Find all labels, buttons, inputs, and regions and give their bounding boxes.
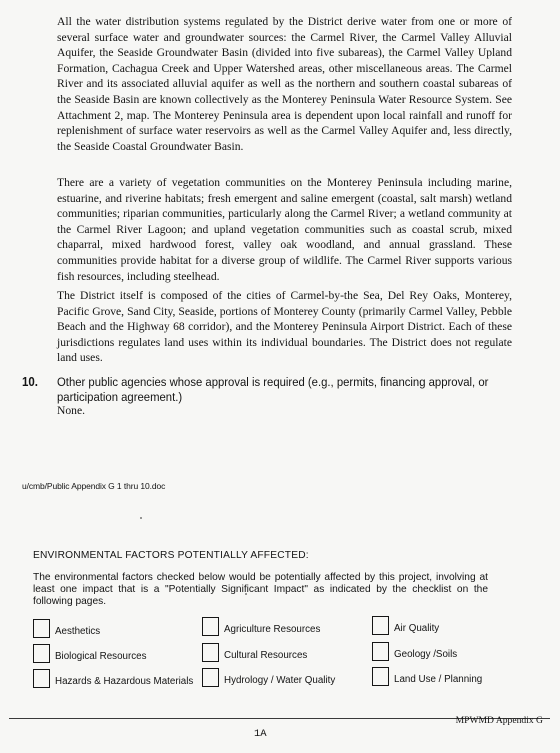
- factor-checkbox[interactable]: [202, 668, 219, 687]
- factor-label: Geology /Soils: [394, 649, 458, 660]
- factor-checkbox[interactable]: [33, 669, 50, 688]
- paragraph-district-composition: The District itself is composed of the cities of Carmel-by-the Sea, Del Rey Oaks, Monterey, Pacific Grove, Sand City, Seaside, portions of Monterey County (primarily Carmel Valley, Pebble Beach and the Highway 68 corridor), and the Monterey Peninsula Airport District. Each of these jurisdictions regulates land uses within its individual boundaries. The District does not regulate land uses.: [57, 289, 512, 365]
- factor-label: Aesthetics: [55, 626, 101, 637]
- factor-label: Land Use / Planning: [394, 674, 483, 685]
- item-answer: None.: [57, 404, 86, 417]
- factor-checkbox[interactable]: [202, 617, 219, 636]
- factor-label: Cultural Resources: [224, 650, 308, 661]
- scan-speck: [140, 517, 142, 519]
- factor-checkbox[interactable]: [372, 616, 389, 635]
- factor-checkbox[interactable]: [33, 619, 50, 638]
- page-number: 1A: [254, 728, 267, 740]
- footer-doc-title: MPWMD Appendix G: [455, 715, 543, 726]
- item-question: Other public agencies whose approval is required (e.g., permits, financing approval, or participation agreement.): [57, 375, 489, 404]
- env-factors-intro: The environmental factors checked below would be potentially affected by this project, involving at least one impact that is a "Potentially Significant Impact" as indicated by the checklist on the following pages.: [33, 572, 488, 607]
- factor-label: Hazards & Hazardous Materials: [55, 676, 194, 687]
- factor-checkbox[interactable]: [33, 644, 50, 663]
- factor-label: Hydrology / Water Quality: [224, 675, 336, 686]
- paragraph-water-sources: All the water distribution systems regulated by the District derive water from one or more of several surface water and groundwater sources: the Carmel River, the Carmel Valley Alluvial Aquifer, the Seaside Groundwater Basin (divided into five subareas), the Carmel Valley Upland Formation, Cachagua Creek and Upper Watershed areas, other miscellaneous areas. The Carmel River and its associated alluvial aquifer as well as the northern and southern coastal subareas of the Seaside Basin are known collectively as the Monterey Peninsula Water Resource System. See Attachment 2, map. The Monterey Peninsula area is dependent upon local rainfall and runoff for replenishment of surface water reservoirs as well as the Carmel Valley Aquifer and, less directly, the Seaside Coastal Groundwater Basin.: [57, 15, 512, 153]
- file-reference: u/cmb/Public Appendix G 1 thru 10.doc: [22, 481, 166, 491]
- factor-checkbox[interactable]: [372, 667, 389, 686]
- factor-checkbox[interactable]: [372, 642, 389, 661]
- env-factors-heading: ENVIRONMENTAL FACTORS POTENTIALLY AFFECTED:: [33, 550, 309, 561]
- factor-checkbox[interactable]: [202, 643, 219, 662]
- factor-label: Agriculture Resources: [224, 624, 321, 635]
- factor-label: Air Quality: [394, 623, 440, 634]
- factor-label: Biological Resources: [55, 651, 147, 662]
- item-number: 10.: [22, 375, 38, 389]
- paragraph-vegetation: There are a variety of vegetation communities on the Monterey Peninsula including marine, estuarine, and riverine habitats; fresh emergent and saline emergent (coastal, salt marsh) wetland communities; riparian communities, particularly along the Carmel River; a wetland community at the Carmel River Lagoon; and upland vegetation communities such as coastal scrub, mixed chaparral, mixed hardwood forest, valley oak woodland, and annual grassland. These communities provide habitat for a diverse group of wildlife. The Carmel River supports various fish resources, including steelhead.: [57, 176, 512, 283]
